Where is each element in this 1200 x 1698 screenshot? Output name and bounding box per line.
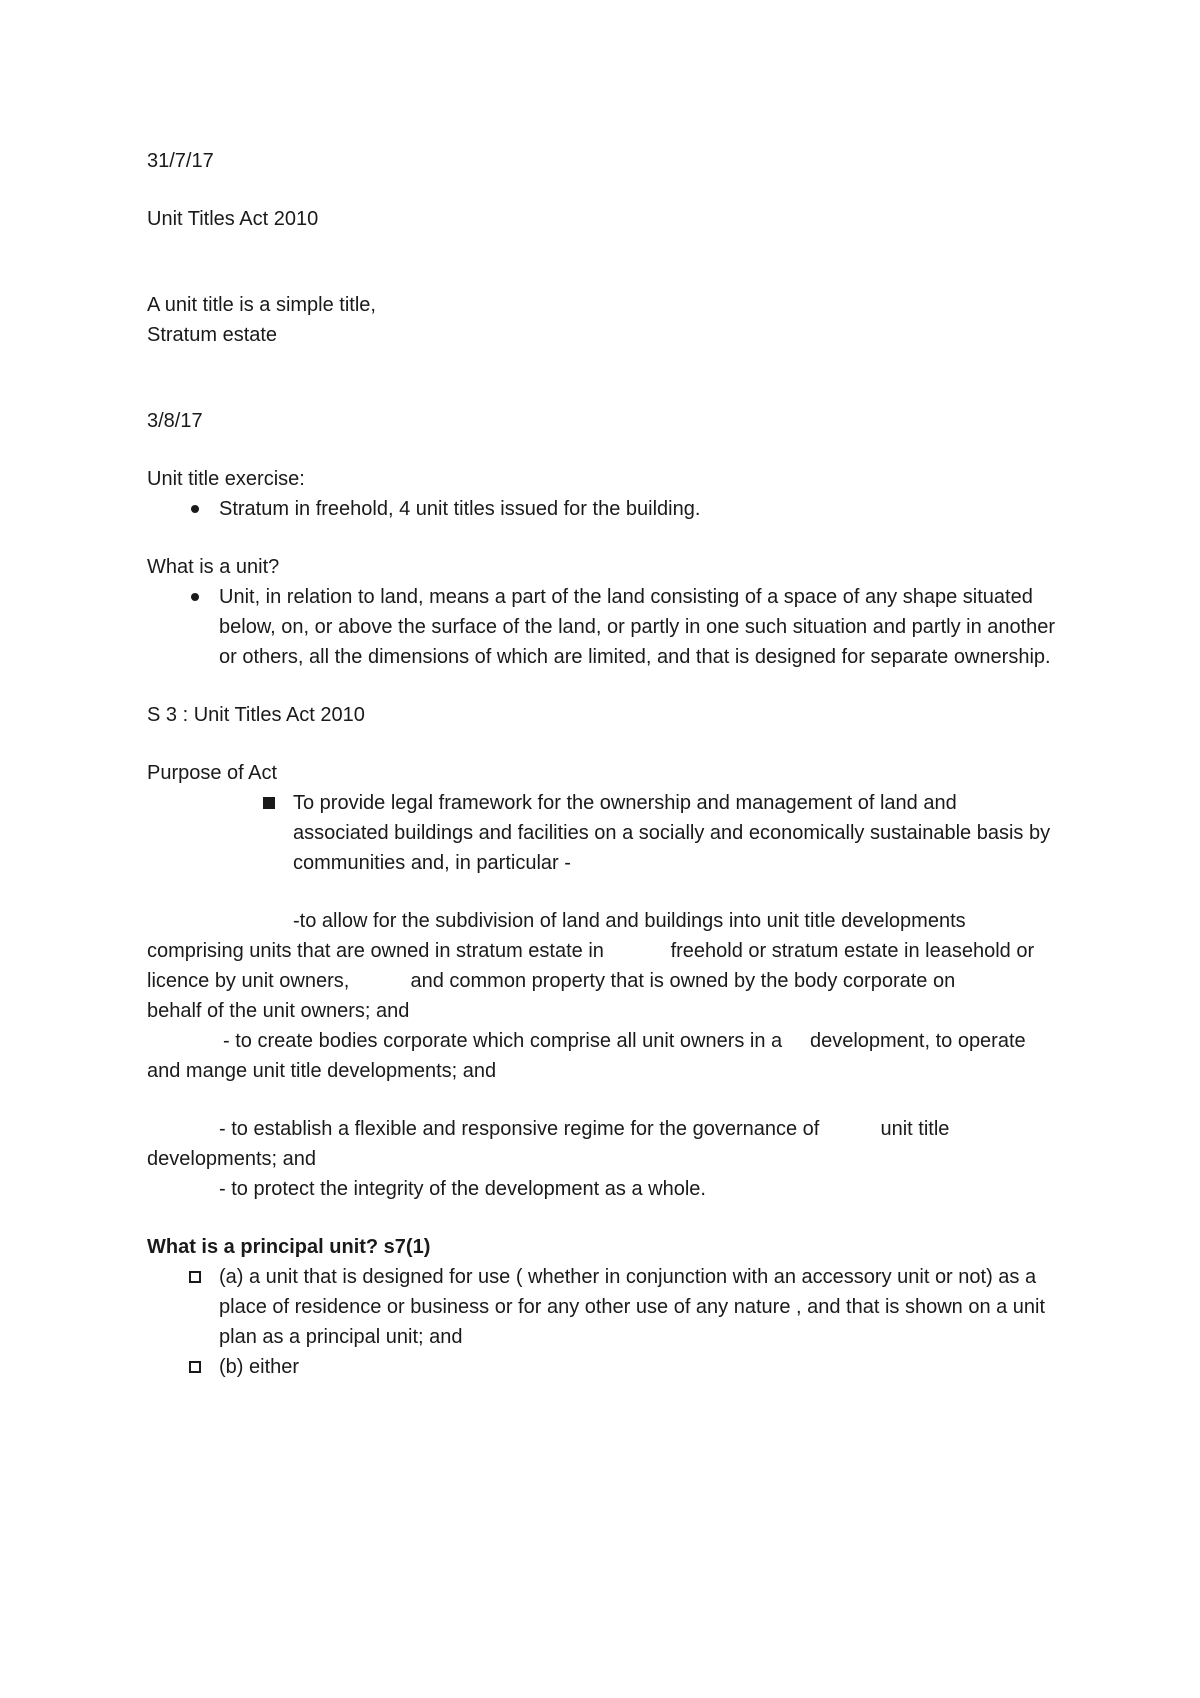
list-item [147,1262,1057,1352]
unit-question: What is a unit? [147,556,280,578]
principal-unit-list [147,1262,1057,1382]
round-bullet-icon [185,494,205,524]
purpose-sub-item-4: - to protect the integrity of the development as a whole. [219,1178,706,1200]
list-item [147,1352,1057,1382]
stratum-estate-line: Stratum estate [147,324,278,346]
unit-definition-text: Unit, in relation to land, means a part of the land consisting of a space of any shape situated below, on, or above the surface of the land, or partly in one such situation and partly in another or others, all the dimensions of which are limited, and that is designed for separate ownership. [219,586,1056,668]
filled-square-bullet-icon [259,788,279,818]
principal-unit-heading: What is a principal unit? s7(1) [147,1236,431,1258]
exercise-heading: Unit title exercise: [147,468,305,490]
unit-title-line: A unit title is a simple title, [147,294,376,316]
purpose-sub-item-1: -to allow for the subdivision of land and buildings into unit title developments comprising units that are owned in stratum estate in freehold or stratum estate in leasehold or licence by unit owners, and common property that is owned by the body corporate on behalf of the unit owners; and [147,910,1040,1022]
exercise-list [147,494,1057,524]
hollow-checkbox-bullet-icon [185,1352,205,1382]
date-entry-1: 31/7/17 [147,150,214,172]
purpose-sub-item-3: - to establish a flexible and responsive regime for the governance of unit title developments; and [147,1118,955,1170]
list-item [147,494,1057,524]
exercise-bullet-text: Stratum in freehold, 4 unit titles issued for the building. [219,498,701,520]
round-bullet-icon [185,582,205,612]
principal-unit-clause-a: (a) a unit that is designed for use ( whether in conjunction with an accessory unit or not) as a place of residence or business or for any other use of any nature , and that is shown on a unit plan as a principal unit; and [219,1266,1046,1348]
principal-unit-clause-b: (b) either [219,1356,300,1378]
list-item [147,582,1057,672]
purpose-sub-item-2: - to create bodies corporate which comprise all unit owners in a development, to operate and mange unit title developments; and [147,1030,1037,1082]
unit-definition-list [147,582,1057,672]
date-entry-2: 3/8/17 [147,410,203,432]
act-title: Unit Titles Act 2010 [147,208,319,230]
purpose-heading: Purpose of Act [147,762,278,784]
list-item [147,788,1057,878]
purpose-bullet-text: To provide legal framework for the ownership and management of land and associated buildings and facilities on a socially and economically sustainable basis by communities and, in particular - [293,792,1051,874]
document-body [147,146,1057,1382]
purpose-list [147,788,1057,878]
hollow-checkbox-bullet-icon [185,1262,205,1292]
section-reference: S 3 : Unit Titles Act 2010 [147,704,365,726]
